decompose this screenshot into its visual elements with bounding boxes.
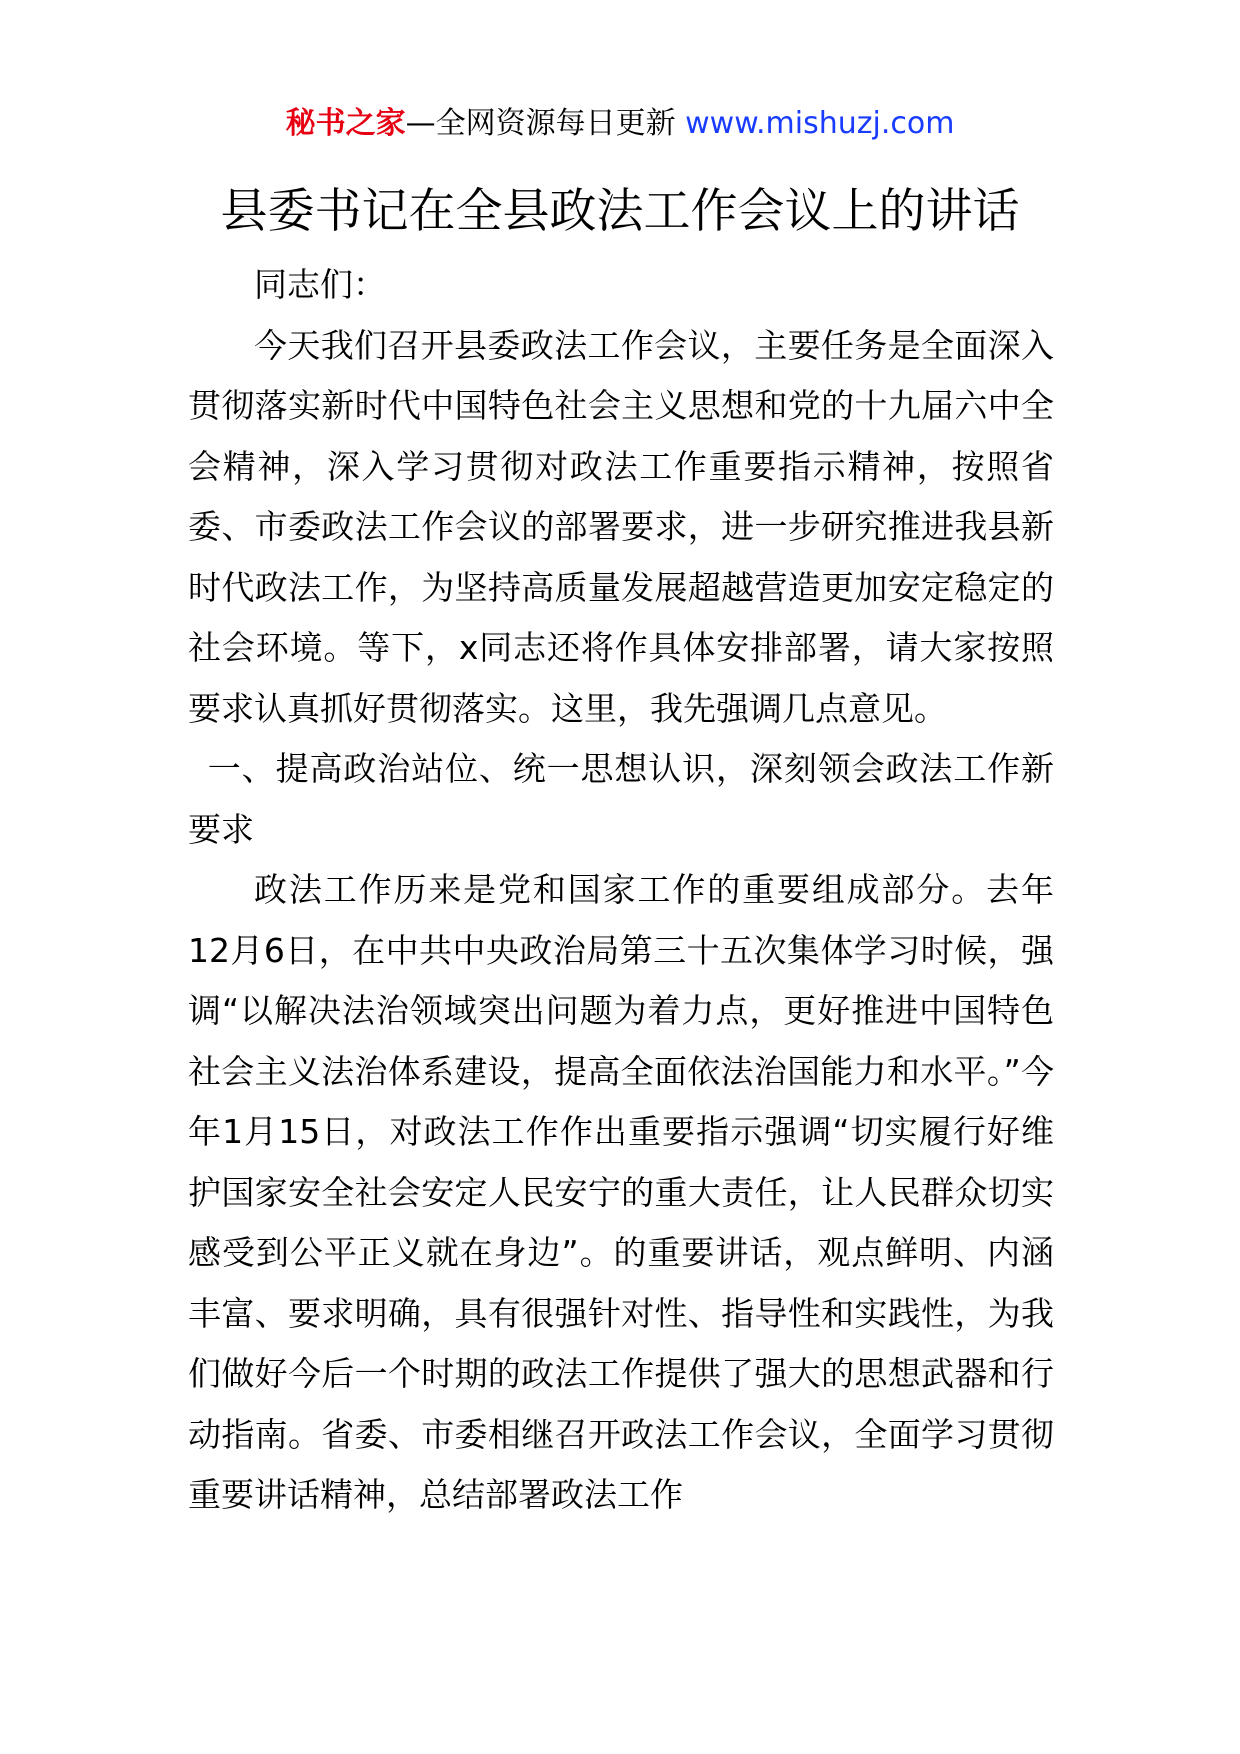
site-url-link[interactable]: www.mishuzj.com <box>685 106 955 141</box>
paragraph-section-1: 政法工作历来是党和国家工作的重要组成部分。去年12月6日，在中共中央政治局第三十五次集体学习时候，强调“以解决法治领域突出问题为着力点，更好推进中国特色社会主义法治体系建设，提高全面依法治国能力和水平。”今年1月15日，对政法工作作出重要指示强调“切实履行好维护国家安全社会安定人民安宁的重大责任，让人民群众切实感受到公平正义就在身边”。的重要讲话，观点鲜明、内涵丰富、要求明确，具有很强针对性、指导性和实践性，为我们做好今后一个时期的政法工作提供了强大的思想武器和行动指南。省委、市委相继召开政法工作会议，全面学习贯彻重要讲话精神，总结部署政法工作 <box>188 870 1054 1514</box>
paragraph-intro: 今天我们召开县委政法工作会议，主要任务是全面深入贯彻落实新时代中国特色社会主义思想和党的十九届六中全会精神，深入学习贯彻对政法工作重要指示精神，按照省委、市委政法工作会议的部署要求，进一步研究推进我县新时代政法工作，为坚持高质量发展超越营造更加安定稳定的社会环境。等下，x同志还将作具体安排部署，请大家按照要求认真抓好贯彻落实。这里，我先强调几点意见。 <box>188 325 1054 728</box>
site-banner <box>0 104 1240 144</box>
site-tagline: —全网资源每日更新 <box>405 106 676 141</box>
document-body <box>188 255 1054 1526</box>
section-heading-1: 一、提高政治站位、统一思想认识，深刻领会政法工作新要求 <box>188 749 1054 849</box>
site-brand: 秘书之家 <box>285 106 406 141</box>
greeting-line: 同志们： <box>254 265 386 304</box>
document-title: 县委书记在全县政法工作会议上的讲话 <box>220 184 1020 239</box>
